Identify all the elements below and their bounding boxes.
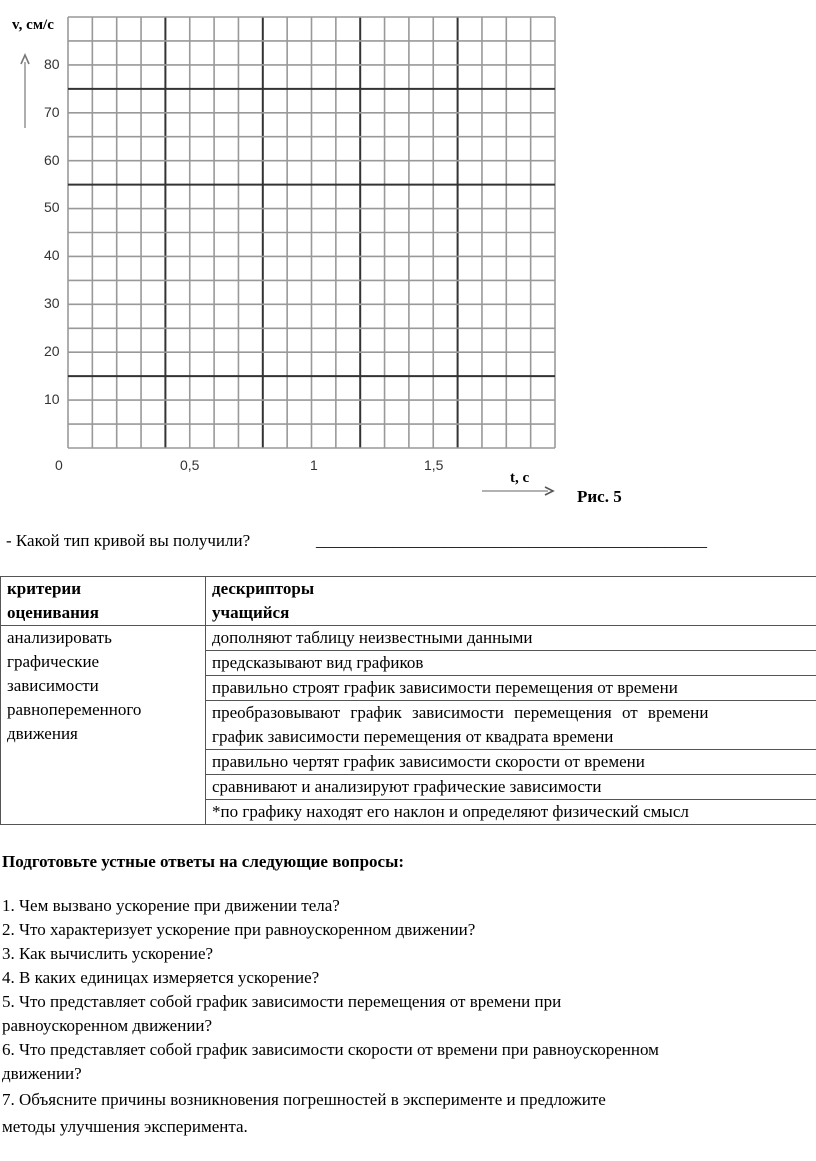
x-axis-label: t, с: [510, 470, 530, 486]
y-tick-label: 30: [44, 295, 60, 311]
criteria-line: равнопеременного: [7, 700, 142, 719]
table-row: [1, 626, 816, 651]
y-tick-label: 70: [44, 103, 60, 120]
question-item: равноускоренном движении?: [2, 1016, 213, 1035]
question-item: методы улучшения эксперимента.: [2, 1117, 248, 1136]
descriptor-cell: дополняют таблицу неизвестными данными: [206, 626, 816, 651]
descriptor-cell: правильно строят график зависимости перемещения от времени: [206, 676, 816, 701]
criteria-line: графические: [7, 652, 100, 671]
question-item: 4. В каких единицах измеряется ускорение?: [2, 968, 320, 987]
criteria-line: зависимости: [7, 676, 99, 695]
y-tick-label: 40: [44, 247, 60, 264]
descriptor-cell: *по графику находят его наклон и определяют физический смысл: [206, 800, 816, 825]
criteria-line: анализировать: [7, 628, 112, 647]
x-tick-label: 1,5: [424, 457, 444, 473]
y-axis-label: v, см/с: [12, 17, 54, 33]
figure-caption: Рис. 5: [577, 487, 622, 506]
header-text: учащийся: [212, 603, 290, 622]
header-text: дескрипторы: [212, 579, 315, 598]
answer-line[interactable]: ______________________________________________: [316, 531, 707, 550]
table-header-row: [1, 577, 816, 626]
x-tick-label: 0: [55, 457, 63, 473]
assessment-table: [0, 576, 816, 825]
velocity-time-grid: [0, 0, 816, 520]
descriptor-cell: предсказывают вид графиков: [206, 651, 816, 676]
y-tick-label: 80: [44, 56, 60, 72]
criteria-line: движения: [7, 724, 78, 743]
criteria-cell: [1, 626, 206, 825]
question-item: 7. Объясните причины возникновения погрешностей в эксперименте и предложите: [2, 1090, 606, 1109]
question-prompt: - Какой тип кривой вы получили?: [6, 531, 251, 550]
y-tick-label: 50: [44, 199, 60, 216]
y-tick-label: 60: [44, 151, 60, 168]
question-item: 2. Что характеризует ускорение при равноускоренном движении?: [2, 920, 476, 939]
header-text: критерии: [7, 579, 81, 598]
header-descriptors: [206, 577, 816, 626]
questions-heading: Подготовьте устные ответы на следующие вопросы:: [2, 852, 405, 871]
x-tick-label: 1: [310, 457, 318, 473]
descriptor-cell: [206, 701, 816, 750]
y-tick-label: 20: [44, 342, 60, 359]
descriptor-cell: правильно чертят график зависимости скорости от времени: [206, 750, 816, 775]
x-tick-label: 0,5: [180, 457, 200, 473]
header-text: оценивания: [7, 603, 99, 622]
header-criteria: [1, 577, 206, 626]
question-item: 6. Что представляет собой график зависимости скорости от времени при равноускоренном: [2, 1040, 659, 1059]
descriptor-cell: сравнивают и анализируют графические зависимости: [206, 775, 816, 800]
descriptor-line: график зависимости перемещения от квадрата времени: [212, 727, 614, 746]
question-item: 1. Чем вызвано ускорение при движении тела?: [2, 896, 340, 915]
question-item: 5. Что представляет собой график зависимости перемещения от времени при: [2, 992, 562, 1011]
question-item: 3. Как вычислить ускорение?: [2, 944, 214, 963]
descriptor-line: преобразовывают график зависимости перемещения от времени: [212, 703, 709, 722]
y-tick-label: 10: [44, 390, 60, 407]
question-item: движении?: [2, 1064, 82, 1083]
